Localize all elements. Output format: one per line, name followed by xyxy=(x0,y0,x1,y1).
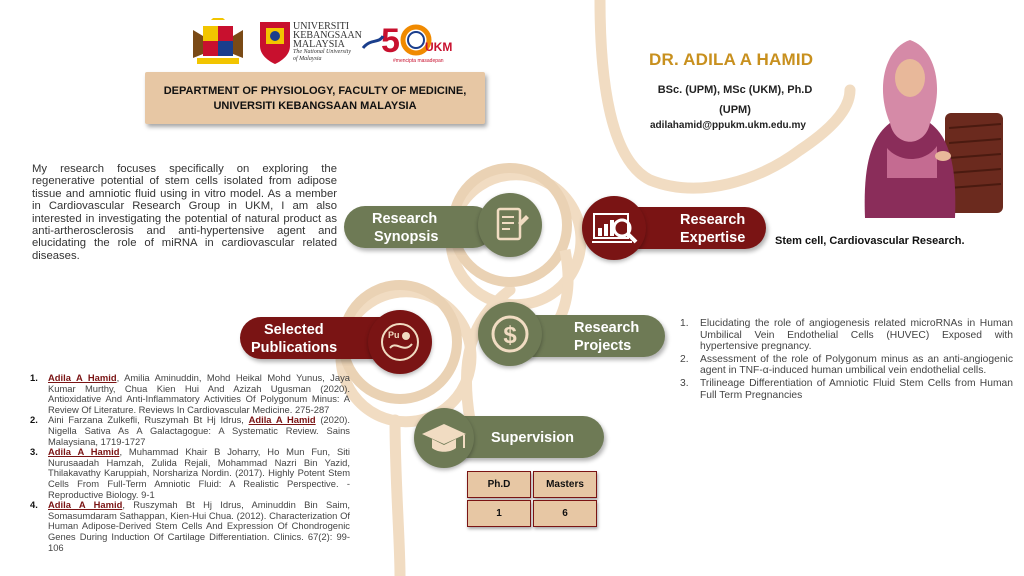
ukm-50-logo-text: UKM xyxy=(425,40,453,54)
dollar-coin-icon xyxy=(478,302,542,366)
table-header-masters: Masters xyxy=(533,471,597,498)
selected-publications-badge xyxy=(368,310,432,374)
table-cell-masters-count: 6 xyxy=(533,500,597,527)
profile-email[interactable]: adilahamid@ppukm.ukm.edu.my xyxy=(650,120,806,131)
research-expertise-heading: Research Expertise xyxy=(610,207,766,249)
ukm-wordmark: UNIVERSITI KEBANGSAAN MALAYSIA The National University of Malaysia xyxy=(293,21,362,62)
research-projects-list xyxy=(680,318,1013,402)
chart-magnifier-icon xyxy=(582,196,646,260)
supervision-badge xyxy=(414,408,474,468)
department-title: DEPARTMENT OF PHYSIOLOGY, FACULTY OF MEDICINE, UNIVERSITI KEBANGSAAN MALAYSIA xyxy=(163,85,467,112)
research-synopsis-badge xyxy=(478,193,542,257)
research-expertise-badge xyxy=(582,196,646,260)
list-item: 3. Trilineage Differentiation of Amniotic Fluid Stem Cells from Human Full Term Pregnancies xyxy=(680,377,1013,401)
list-item: 2. Aini Farzana Zulkefli, Ruszymah Bt Hj Idrus, Adila A Hamid (2020). Nigella Sativa As A Galactagogue: A Systematic Review. Sains Malaysiana, 1719-1727 xyxy=(30,414,351,447)
profile-photo xyxy=(845,28,1005,220)
profile-qualifications: BSc. (UPM), MSc (UKM), Ph.D (UPM) xyxy=(657,84,813,116)
supervision-heading: Supervision xyxy=(440,416,604,458)
research-synopsis-text: My research focuses specifically on exploring the regenerative potential of stem cells isolated from adipose tissue and amniotic fluid using in vitro model. As a member in Cardiovascular Research Group in UKM, I am also interested in investigating the potential of natural product as anti-artherosclerosis and anti-hypertensive agent and elucidating the role of miRNA in cardiovascular related diseases. xyxy=(32,163,337,262)
svg-text:$: $ xyxy=(503,322,517,349)
ukm-50-logo-tagline: #mencipta masadepan xyxy=(393,58,444,64)
profile-name: DR. ADILA A HAMID xyxy=(649,50,814,69)
publication-stamp-icon xyxy=(368,310,432,374)
research-projects-heading: Research Projects xyxy=(510,315,665,357)
department-banner xyxy=(145,72,485,124)
table-header-phd: Ph.D xyxy=(467,471,531,498)
ukm-crest xyxy=(258,18,292,66)
document-pen-icon xyxy=(478,193,542,257)
research-synopsis-heading: Research Synopsis xyxy=(344,206,494,248)
list-item: 4. Adila A Hamid, Ruszymah Bt Hj Idrus, Aminuddin Bin Saim, Somasumdaram Sathappan, Kien-Hui Chua. (2012). Characterization Of Human Adipose-Derived Stem Cells And Expression Of Chondrogenic Genes During Induction Of Cartilage Differentiation. Clinics. 67(2): 99-106 xyxy=(30,499,351,553)
research-projects-badge xyxy=(478,302,542,366)
graduation-cap-icon xyxy=(414,408,474,468)
list-item: 1. Elucidating the role of angiogenesis related microRNAs in Human Umbilical Vein Endothelial Cells (HUVEC) Exposed with hypertensive pregnancy. xyxy=(680,318,1013,353)
research-expertise-text: Stem cell, Cardiovascular Research. xyxy=(775,235,965,247)
list-item: 1. Adila A Hamid, Amilia Aminuddin, Mohd Heikal Mohd Yunus, Jaya Kumar Murthy, Chua Kien Hui And Azizah Ugusman (2020). Antioxidative And Anti-Inflammatory Activities Of Polygonum Minus: A Review Of Literature. Reviews In Cardiovascular Medicine. 275-287 xyxy=(30,372,350,415)
list-item: 3. Adila A Hamid, Muhammad Khair B Joharry, Ho Mun Fun, Siti Nurusaadah Hamzah, Zulida Rejali, Mohammad Nazri Bin Yazid, Thilakavathy Karuppiah, Norshariza Nordin. (2017). Highly Potent Stem Cells From Full-Term Amniotic Fluid: A Realistic Perspective. - Reproductive Biology. 9-1 xyxy=(30,446,350,500)
selected-publications-heading: Selected Publications xyxy=(240,317,405,359)
list-item: 2. Assessment of the role of Polygonum minus as an anti-angiogenic agent in TNF-α-induced human umbilical vein endothelial cells. xyxy=(680,353,1013,377)
publication-stamp-text: Pu xyxy=(388,330,400,340)
publications-list xyxy=(30,373,350,553)
svg-text:5: 5 xyxy=(381,22,400,60)
logo-strip xyxy=(185,18,453,68)
malaysia-coat-of-arms xyxy=(185,18,251,66)
table-cell-phd-count: 1 xyxy=(467,500,531,527)
